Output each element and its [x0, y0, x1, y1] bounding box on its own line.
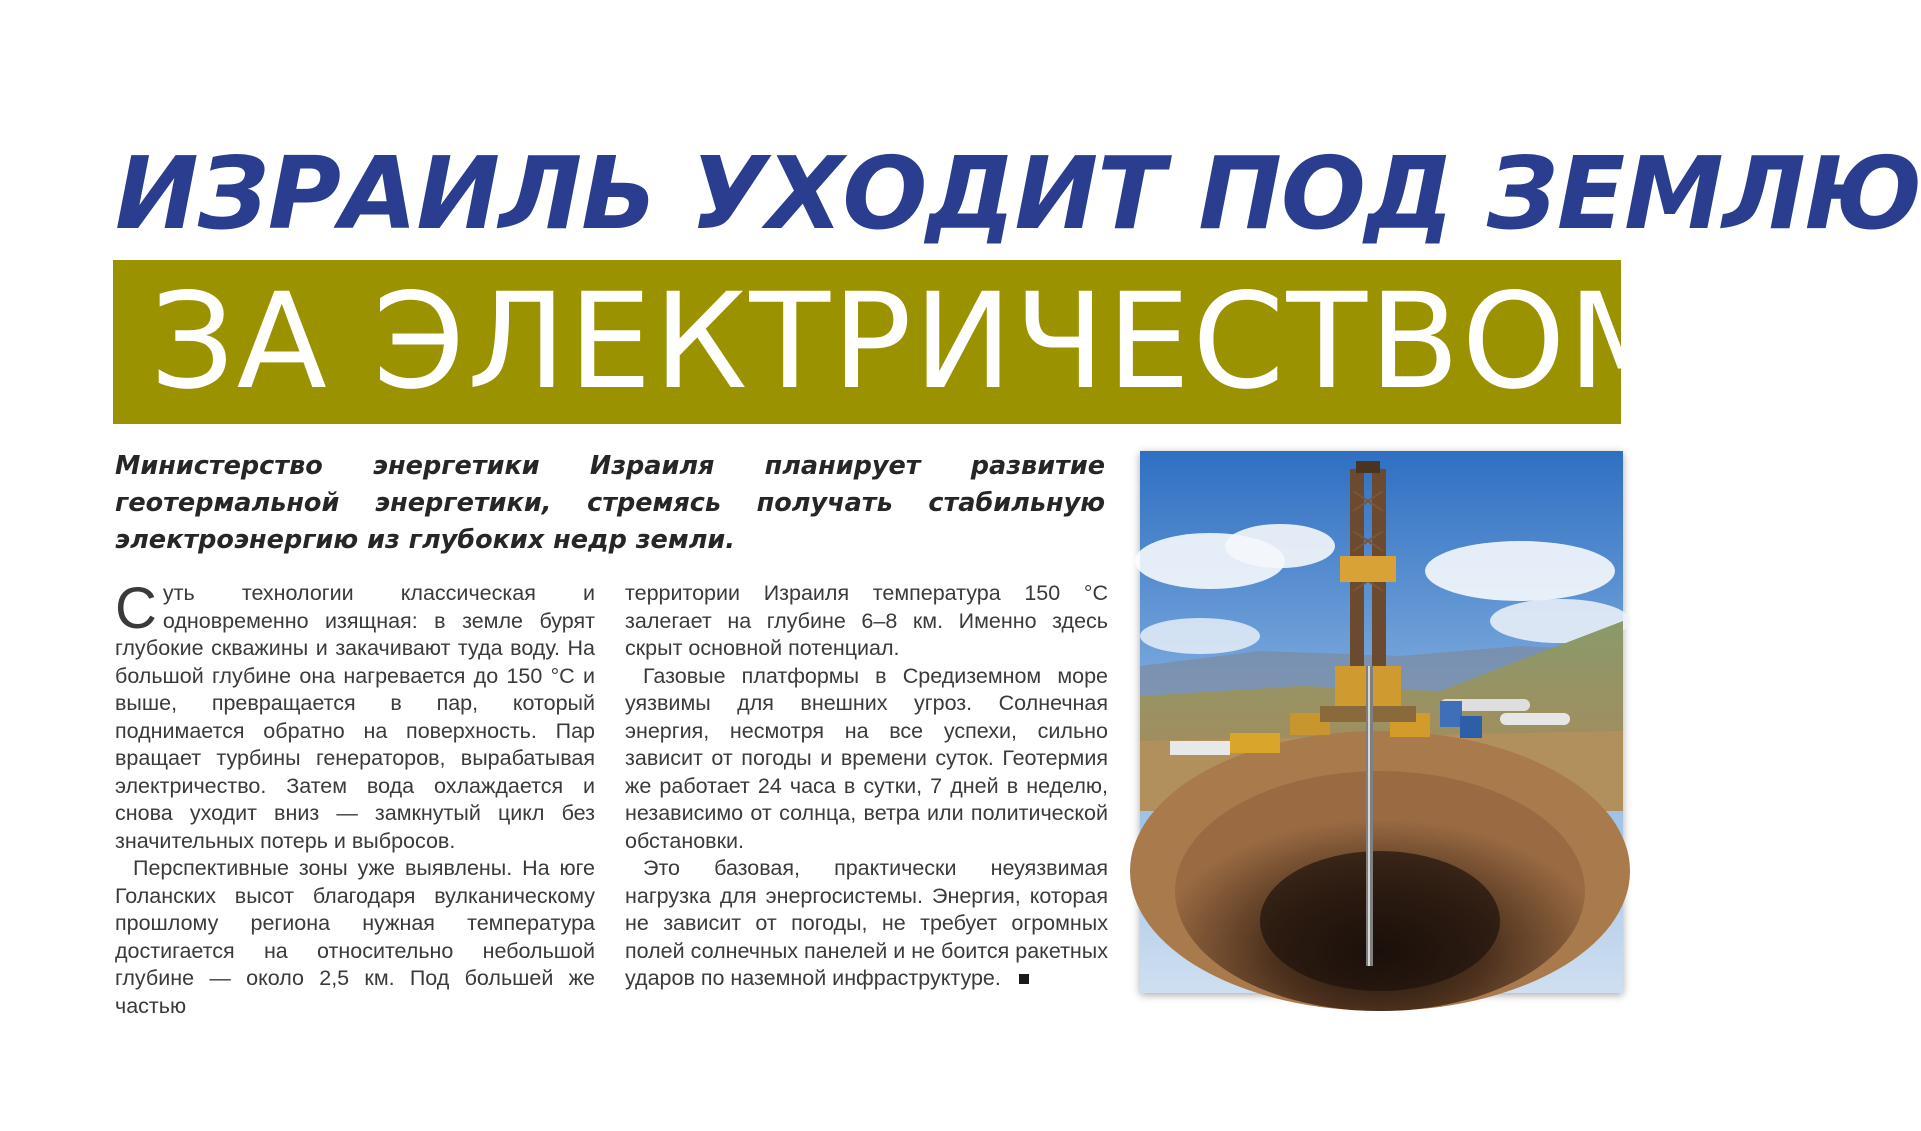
article-paragraph: территории Израиля температура 150 °С залегает на глубине 6–8 км. Именно здесь скрыт основной потенциал.	[625, 581, 1108, 660]
article-column-1	[115, 576, 595, 1020]
end-mark-icon	[1019, 974, 1029, 984]
headline-main: ИЗРАИЛЬ УХОДИТ ПОД ЗЕМЛЮ	[115, 135, 1921, 252]
drop-cap: С	[115, 576, 157, 641]
lead-paragraph: Министерство энергетики Израиля планирует развитие геотермальной энергетики, стремясь получать стабильную электроэнергию из глубоких недр земли.	[115, 451, 1105, 555]
paragraph-text: уть технологии классическая и одновременно изящная: в земле бурят глубокие скважины и закачивают туда воду. На большой глубине она нагревается до 150 °С и выше, превращается в пар, который поднимается обратно на поверхность. Пар вращает турбины генераторов, вырабатывая электричество. Затем вода охлаждается и снова уходит вниз — замкнутый цикл без значительных потерь и выбросов.	[115, 581, 595, 853]
article-paragraph	[625, 855, 1108, 993]
article-paragraph	[115, 576, 595, 855]
article-paragraph: Газовые платформы в Средиземном море уязвимы для внешних угроз. Солнечная энергия, несмотря на все успехи, сильно зависит от погоды и времени суток. Геотермия же работает 24 часа в сутки, 7 дней в неделю, независимо от солнца, ветра или политической обстановки.	[625, 663, 1108, 853]
headline-sub: ЗА ЭЛЕКТРИЧЕСТВОМ	[150, 265, 1684, 419]
article-column-2	[625, 580, 1108, 993]
paragraph-text: Это базовая, практически неуязвимая нагрузка для энергосистемы. Энергия, которая не зависит от погоды, не требует огромных полей солнечных панелей и не боится ракетных ударов по наземной инфраструктуре.	[625, 856, 1108, 990]
article-paragraph: Перспективные зоны уже выявлены. На юге Голанских высот благодаря вулканическому прошлому региона нужная температура достигается на относительно небольшой глубине — около 2,5 км. Под большей же частью	[115, 856, 595, 1018]
drilling-rig-photo	[1140, 451, 1623, 993]
